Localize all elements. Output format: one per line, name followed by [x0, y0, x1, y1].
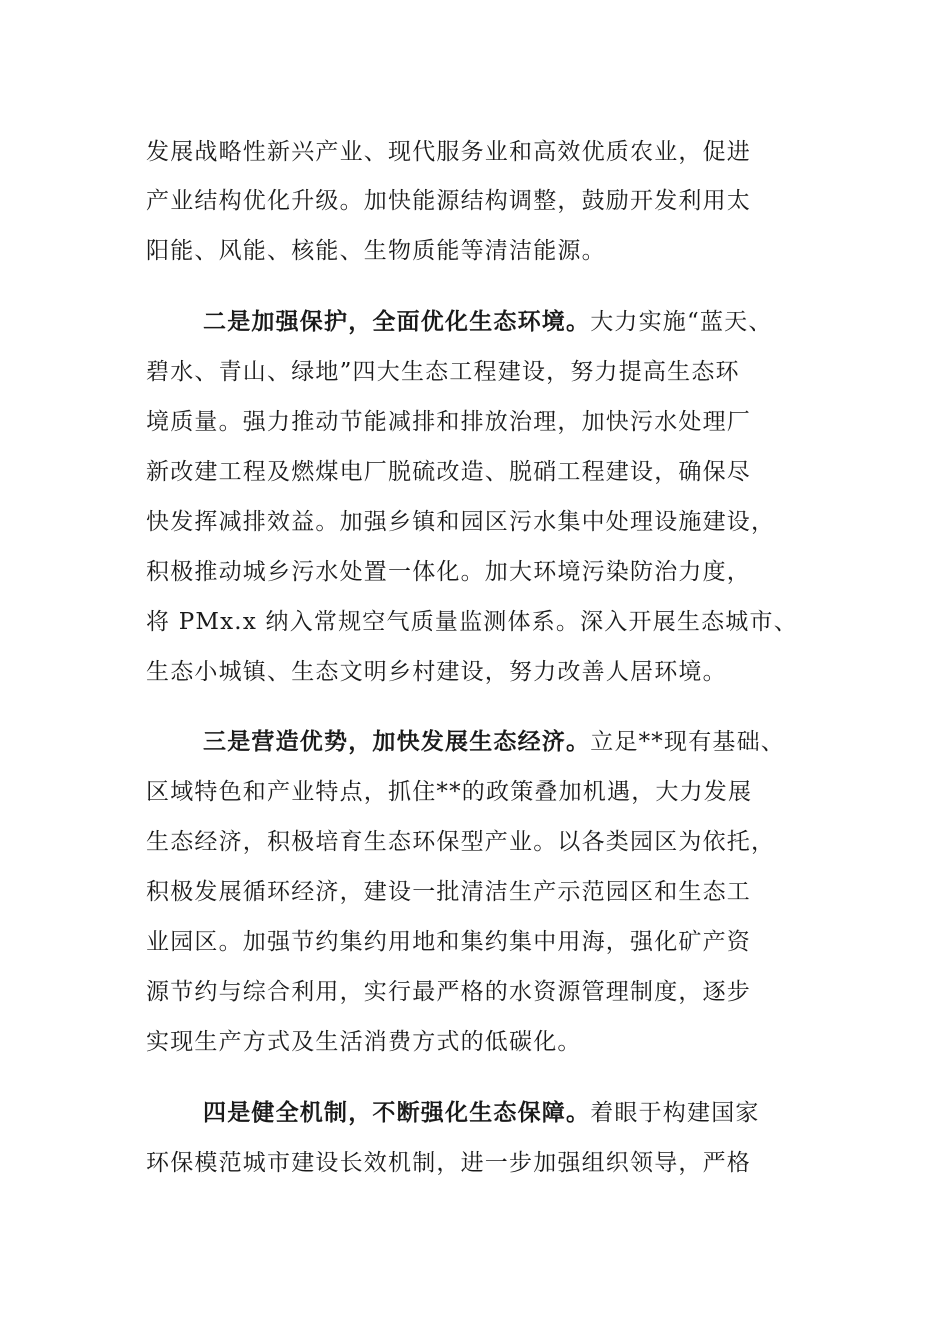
paragraph-2-line: 新改建工程及燃煤电厂脱硫改造、脱硝工程建设，确保尽 [146, 459, 751, 485]
paragraph-2-first-rest: 大力实施“蓝天、 [590, 309, 773, 335]
paragraph-2-line: 碧水、青山、绿地”四大生态工程建设，努力提高生态环 [146, 359, 740, 385]
paragraph-2-first-line [203, 307, 773, 337]
paragraph-4-heading: 四是健全机制，不断强化生态保障。 [203, 1099, 591, 1126]
paragraph-1-line-3: 阳能、风能、核能、生物质能等清洁能源。 [146, 238, 606, 264]
paragraph-1-line-1: 发展战略性新兴产业、现代服务业和高效优质农业，促进 [146, 139, 751, 165]
paragraph-2-line: 生态小城镇、生态文明乡村建设，努力改善人居环境。 [146, 659, 727, 685]
paragraph-4-line: 环保模范城市建设长效机制，进一步加强组织领导，严格 [146, 1150, 751, 1176]
paragraph-3-first-line [203, 727, 785, 757]
paragraph-2-line: 积极推动城乡污水处置一体化。加大环境污染防治力度， [146, 559, 751, 585]
paragraph-4-first-line [203, 1098, 760, 1128]
paragraph-2-line: 境质量。强力推动节能减排和排放治理，加快污水处理厂 [146, 409, 751, 435]
paragraph-4-first-rest: 着眼于构建国家 [590, 1100, 760, 1126]
paragraph-3-line: 积极发展循环经济，建设一批清洁生产示范园区和生态工 [146, 879, 751, 905]
paragraph-3-line: 源节约与综合利用，实行最严格的水资源管理制度，逐步 [146, 979, 751, 1005]
paragraph-3-line: 业园区。加强节约集约用地和集约集中用海，强化矿产资 [146, 929, 751, 955]
paragraph-2-heading: 二是加强保护，全面优化生态环境。 [203, 308, 591, 335]
paragraph-3-heading: 三是营造优势，加快发展生态经济。 [203, 728, 591, 755]
paragraph-3-line: 生态经济，积极培育生态环保型产业。以各类园区为依托， [146, 829, 776, 855]
paragraph-1-line-2: 产业结构优化升级。加快能源结构调整，鼓励开发利用太 [146, 188, 751, 214]
paragraph-3-line: 实现生产方式及生活消费方式的低碳化。 [146, 1029, 582, 1055]
paragraph-3-line: 区域特色和产业特点，抓住**的政策叠加机遇，大力发展 [146, 779, 753, 805]
paragraph-2-line: 快发挥减排效益。加强乡镇和园区污水集中处理设施建设， [146, 509, 776, 535]
paragraph-2-line: 将 PMx.x 纳入常规空气质量监测体系。深入开展生态城市、 [146, 609, 798, 635]
paragraph-3-first-rest: 立足**现有基础、 [590, 729, 786, 755]
